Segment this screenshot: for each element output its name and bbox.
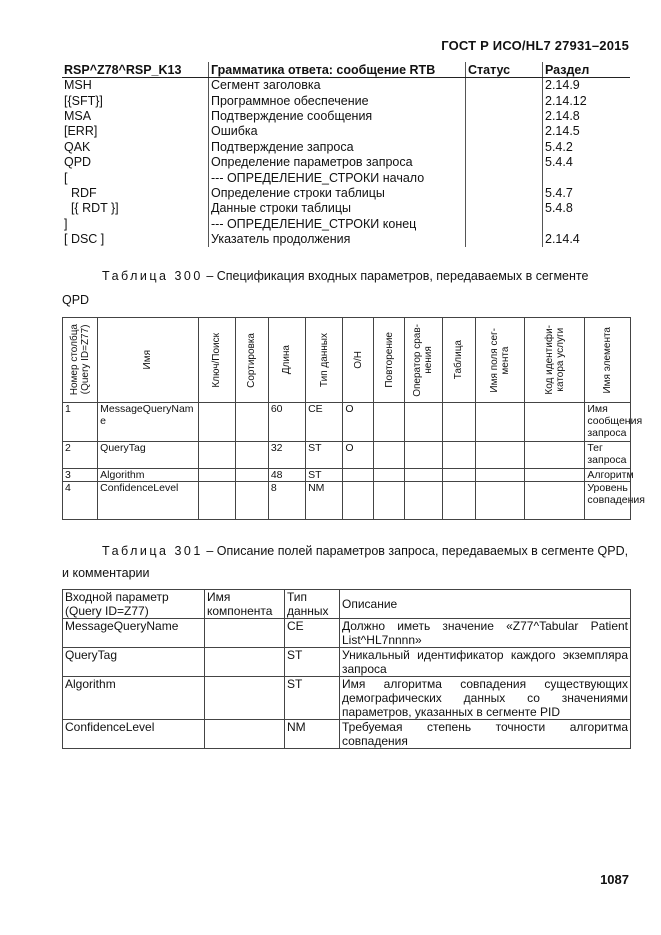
grammar-status [466,93,543,108]
t300-cell: Имя сообщения запроса [585,403,631,442]
t300-cell [405,469,442,482]
grammar-description: --- ОПРЕДЕЛЕНИЕ_СТРОКИ начало [209,170,466,185]
grammar-status [466,140,543,155]
table301 [62,589,631,749]
grammar-description: Ошибка [209,124,466,139]
t301-cell: ST [285,648,340,677]
grammar-col-section: Раздел [543,62,631,78]
t301-cell [205,648,285,677]
grammar-section: 2.14.8 [543,109,631,124]
t300-cell [475,403,525,442]
t300-cell [198,403,235,442]
t300-header-label: О/Н [352,351,364,369]
t300-cell: Алгоритм [585,469,631,482]
t300-cell [475,469,525,482]
grammar-segment: [ERR] [64,124,98,139]
grammar-section: 2.14.12 [543,93,631,108]
grammar-description: Сегмент заголовка [209,78,466,94]
t300-header-cell [442,318,475,403]
t301-cell: ST [285,677,340,720]
grammar-col-status: Статус [466,62,543,78]
t300-header-cell [268,318,305,403]
t300-cell [442,403,475,442]
t300-cell [198,482,235,520]
t300-cell: 60 [268,403,305,442]
t300-header-label: Повторение [383,332,395,388]
t300-cell [235,403,268,442]
t301-cell: NM [285,720,340,749]
t300-row [63,482,631,520]
grammar-section: 5.4.7 [543,186,631,201]
grammar-row [62,124,630,139]
page-number: 1087 [600,872,629,887]
grammar-header-row [62,62,630,78]
t300-cell [442,469,475,482]
grammar-section: 2.14.9 [543,78,631,94]
t300-cell: ST [306,442,343,469]
t300-header-cell [405,318,442,403]
t300-header-label: Имя поля сег- мента [489,327,512,393]
grammar-segment: [{SFT}] [64,93,103,108]
grammar-description: Подтверждение сообщения [209,109,466,124]
t300-header-label: Оператор срав- нения [412,323,435,397]
t301-row [63,720,631,749]
t300-cell: ConfidenceLevel [98,482,198,520]
grammar-segment: [{ RDT }] [64,201,119,216]
t300-cell [525,482,585,520]
t301-cell: MessageQueryName [63,619,205,648]
grammar-row [62,201,630,216]
t301-cell [205,677,285,720]
t300-cell: O [343,442,374,469]
t300-cell [374,482,405,520]
table300-caption-dash: – [202,269,217,283]
t300-header-cell [343,318,374,403]
t300-cell [525,469,585,482]
grammar-description: Данные строки таблицы [209,201,466,216]
t300-header-label: Ключ/Поиск [211,332,223,388]
grammar-section [543,170,631,185]
grammar-col-grammar: Грамматика ответа: сообщение RTB [209,62,466,78]
grammar-row [62,93,630,108]
grammar-row [62,140,630,155]
t300-cell: 32 [268,442,305,469]
t300-header-label: Код идентифи- катора услуги [543,325,566,395]
t300-header-cell [63,318,98,403]
t300-cell [475,442,525,469]
t300-cell [235,482,268,520]
t300-cell: O [343,403,374,442]
t301-cell: Уникальный идентификатор каждого экземпляра запроса [340,648,631,677]
t301-cell: CE [285,619,340,648]
grammar-segment: [ [64,170,68,185]
table301-caption-text: Описание полей параметров запроса, передаваемых в сегменте QPD, и комментарии [62,544,629,580]
grammar-segment: MSH [64,78,92,93]
t300-cell: Тег запроса [585,442,631,469]
grammar-status [466,201,543,216]
t300-cell: NM [306,482,343,520]
t300-row [63,469,631,482]
t300-cell: Уровень совпадения [585,482,631,520]
t300-header-label: Таблица [453,340,465,380]
grammar-section: 2.14.5 [543,124,631,139]
grammar-status [466,170,543,185]
t301-cell: Algorithm [63,677,205,720]
t301-col-description: Описание [340,590,631,619]
grammar-description: Подтверждение запроса [209,140,466,155]
t300-cell: 4 [63,482,98,520]
table301-caption-label: Таблица 301 [102,544,203,558]
t300-cell: ST [306,469,343,482]
t300-cell: Algorithm [98,469,198,482]
grammar-table [62,62,630,247]
grammar-row [62,109,630,124]
grammar-segment: MSA [64,108,92,123]
t300-cell [374,469,405,482]
t301-col-component: Имя компонента [205,590,285,619]
grammar-description: --- ОПРЕДЕЛЕНИЕ_СТРОКИ конец [209,217,466,232]
grammar-status [466,186,543,201]
t301-cell: Должно иметь значение «Z77^Tabular Patient List^HL7nnnn» [340,619,631,648]
document-header: ГОСТ Р ИСО/HL7 27931–2015 [441,38,629,53]
t300-header-cell [475,318,525,403]
grammar-section: 5.4.2 [543,140,631,155]
t300-cell [198,469,235,482]
t300-cell [235,469,268,482]
grammar-col-message: RSP^Z78^RSP_K13 [62,62,209,78]
t301-cell [205,619,285,648]
grammar-segment: QPD [64,155,92,170]
grammar-row [62,78,630,94]
table301-header-row [63,590,631,619]
grammar-row [62,186,630,201]
table300-caption [62,265,630,287]
t301-cell: ConfidenceLevel [63,720,205,749]
t300-header-cell [198,318,235,403]
t300-header-label: Длина [281,345,293,375]
grammar-description: Программное обеспечение [209,93,466,108]
t301-cell: Требуемая степень точности алгоритма совпадения [340,720,631,749]
grammar-status [466,109,543,124]
t300-cell [475,482,525,520]
grammar-status [466,217,543,232]
t300-row [63,442,631,469]
t300-cell: 48 [268,469,305,482]
grammar-segment: QAK [64,139,91,154]
t300-cell: QueryTag [98,442,198,469]
t300-cell [374,403,405,442]
t300-header-label: Тип данных [318,332,330,388]
t300-cell [525,442,585,469]
table301-caption [62,540,630,584]
t300-cell [343,482,374,520]
t300-row [63,403,631,442]
t300-cell [442,482,475,520]
table300 [62,317,645,520]
t300-header-label: Имя [142,350,154,370]
t300-cell [525,403,585,442]
grammar-status [466,232,543,247]
grammar-segment: [ DSC ] [64,232,105,247]
grammar-section: 2.14.4 [543,232,631,247]
t300-header-label: Имя элемента [602,326,614,394]
t300-cell [405,442,442,469]
t300-cell [405,403,442,442]
table300-header-row [63,318,631,403]
table300-caption-tail: QPD [62,293,90,307]
t300-cell [343,469,374,482]
grammar-section [543,217,631,232]
t300-header-cell [525,318,585,403]
t300-cell: 1 [63,403,98,442]
t300-cell [442,442,475,469]
t301-col-param: Входной параметр (Query ID=Z77) [63,590,205,619]
grammar-row [62,170,630,185]
grammar-status [466,155,543,170]
t300-cell: 8 [268,482,305,520]
t300-cell [374,442,405,469]
t300-cell: 3 [63,469,98,482]
t301-row [63,677,631,720]
t300-header-cell [374,318,405,403]
t301-cell: QueryTag [63,648,205,677]
t300-cell [405,482,442,520]
t301-row [63,648,631,677]
t300-cell: CE [306,403,343,442]
t300-header-label: Номер столбца (Query ID=Z77) [69,324,92,396]
t300-cell [235,442,268,469]
grammar-segment: RDF [64,185,97,200]
grammar-description: Определение строки таблицы [209,186,466,201]
t300-cell [198,442,235,469]
table300-caption-label: Таблица 300 [102,269,203,283]
t300-header-cell [235,318,268,403]
t301-row [63,619,631,648]
t300-header-cell [98,318,198,403]
t300-header-label: Сортировка [246,332,258,388]
table301-caption-dash: – [202,544,217,558]
grammar-section: 5.4.8 [543,201,631,216]
grammar-row [62,217,630,232]
t300-cell: 2 [63,442,98,469]
t300-cell: MessageQueryName [98,403,198,442]
t300-header-cell [585,318,631,403]
grammar-status [466,78,543,94]
grammar-description: Указатель продолжения [209,232,466,247]
grammar-status [466,124,543,139]
grammar-segment: ] [64,216,68,231]
table300-caption-text: Спецификация входных параметров, передаваемых в сегменте [216,269,589,283]
t300-header-cell [306,318,343,403]
grammar-row [62,232,630,247]
t301-col-type: Тип данных [285,590,340,619]
grammar-row [62,155,630,170]
t301-cell [205,720,285,749]
t301-cell: Имя алгоритма совпадения существующих демографических данных со значениями параметров, указанных в сегменте PID [340,677,631,720]
grammar-description: Определение параметров запроса [209,155,466,170]
grammar-section: 5.4.4 [543,155,631,170]
